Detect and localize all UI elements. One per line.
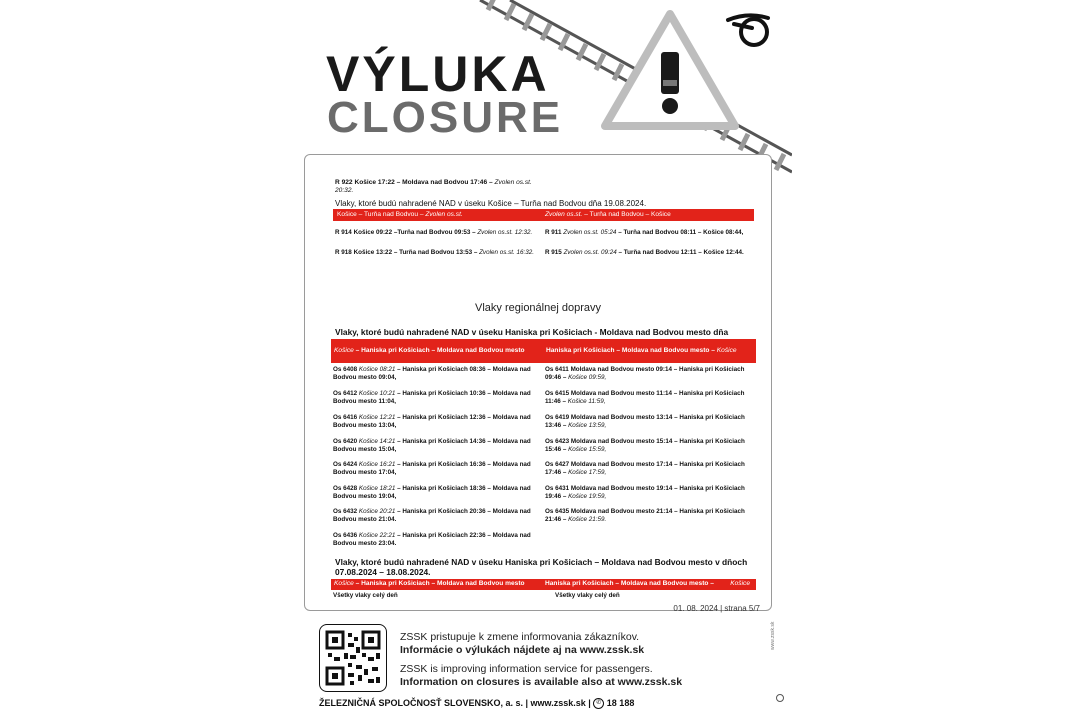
list-item: Os 6419 Moldava nad Bodvou mesto 13:14 – Haniska pri Košiciach 13:46 – Košice 13:59,	[545, 414, 745, 429]
timetable-card	[304, 154, 772, 611]
regional-2-right-col-header: Haniska pri Košiciach – Moldava nad Bodvou mesto – Košice	[545, 580, 750, 587]
regional-2-header-bar	[331, 579, 756, 590]
footer-line-3: ZSSK is improving information service for passengers.	[400, 663, 653, 675]
list-item: Os 6412 Košice 10:21 – Haniska pri Košiciach 10:36 – Moldava nad Bodvou mesto 11:04,	[333, 390, 531, 405]
page-info: 01. 08. 2024 | strana 5/7	[673, 604, 760, 613]
list-item: R 914 Košice 09:22 –Turňa nad Bodvou 09:53 – Zvolen os.st. 12:32.	[335, 229, 533, 236]
list-item: Os 6423 Moldava nad Bodvou mesto 15:14 – Haniska pri Košiciach 15:46 – Košice 15:59,	[545, 438, 745, 453]
qr-code-icon	[319, 624, 387, 692]
intercity-left-col-header: Košice – Turňa nad Bodvou – Zvolen os.st.	[337, 211, 463, 218]
list-item: R 918 Košice 13:22 – Turňa nad Bodvou 13:53 – Zvolen os.st. 16:32.	[335, 249, 535, 256]
gear-icon	[776, 694, 784, 702]
footer-line-2: Informácie o výlukách nájdete aj na www.zssk.sk	[400, 644, 645, 656]
regional-2-right-note: Všetky vlaky celý deň	[555, 592, 620, 599]
footer-line-1: ZSSK pristupuje k zmene informovania zákazníkov.	[400, 631, 640, 643]
regional-1-right-col-header: Haniska pri Košiciach – Moldava nad Bodvou mesto – Košice	[546, 347, 737, 354]
list-item: Os 6416 Košice 12:21 – Haniska pri Košiciach 12:36 – Moldava nad Bodvou mesto 13:04,	[333, 414, 531, 429]
list-item: Os 6428 Košice 18:21 – Haniska pri Košiciach 18:36 – Moldava nad Bodvou mesto 19:04,	[333, 485, 531, 500]
title-slovak: VÝLUKA	[326, 46, 550, 102]
warning-sign-icon	[605, 14, 735, 126]
footer-line-4: Information on closures is available also at www.zssk.sk	[400, 676, 683, 688]
intercity-header-bar	[333, 209, 754, 221]
list-item: Os 6420 Košice 14:21 – Haniska pri Košiciach 14:36 – Moldava nad Bodvou mesto 15:04,	[333, 438, 531, 453]
list-item: Os 6435 Moldava nad Bodvou mesto 21:14 – Haniska pri Košiciach 21:46 – Košice 21:59.	[545, 508, 745, 523]
list-item: Os 6415 Moldava nad Bodvou mesto 11:14 – Haniska pri Košiciach 11:46 – Košice 11:59,	[545, 390, 745, 405]
regional-section-2-heading: Vlaky, ktoré budú nahradené NAD v úseku Haniska pri Košiciach – Moldava nad Bodvou mesto v dňoch 07.08.2024 – 18.08.2024.	[335, 557, 748, 577]
regional-1-left-col-header: Košice – Haniska pri Košiciach – Moldava nad Bodvou mesto	[334, 347, 525, 354]
list-item: Os 6427 Moldava nad Bodvou mesto 17:14 – Haniska pri Košiciach 17:46 – Košice 17:59,	[545, 461, 745, 476]
list-item: Os 6411 Moldava nad Bodvou mesto 09:14 – Haniska pri Košiciach 09:46 – Košice 09:59,	[545, 366, 745, 381]
side-credit: www.zssk.sk	[770, 621, 776, 650]
regional-section-1-heading: Vlaky, ktoré budú nahradené NAD v úseku Haniska pri Košiciach - Moldava nad Bodvou mesto dňa	[335, 327, 729, 337]
top-entry: R 922 Košice 17:22 – Moldava nad Bodvou 17:46 – Zvolen os.st. 20:32.	[335, 179, 532, 194]
list-item: R 911 Zvolen os.st. 05:24 – Turňa nad Bodvou 08:11 – Košice 08:44,	[545, 229, 744, 236]
intercity-heading: Vlaky, ktoré budú nahradené NAD v úseku Košice – Turňa nad Bodvou dňa 19.08.2024.	[335, 199, 647, 208]
list-item: R 915 Zvolen os.st. 09:24 – Turňa nad Bodvou 12:11 – Košice 12:44.	[545, 249, 744, 256]
list-item: Os 6424 Košice 16:21 – Haniska pri Košiciach 16:36 – Moldava nad Bodvou mesto 17:04,	[333, 461, 531, 476]
intercity-right-col-header: Zvolen os.st. – Turňa nad Bodvou – Košice	[545, 211, 671, 218]
phone-icon: ✆	[593, 698, 604, 709]
regional-2-left-col-header: Košice – Haniska pri Košiciach – Moldava nad Bodvou mesto	[334, 580, 525, 587]
company-line: ŽELEZNIČNÁ SPOLOČNOSŤ SLOVENSKO, a. s. | www.zssk.sk | ✆ 18 188	[319, 698, 635, 708]
list-item: Os 6436 Košice 22:21 – Haniska pri Košiciach 22:36 – Moldava nad Bodvou mesto 23:04.	[333, 532, 531, 547]
list-item: Os 6432 Košice 20:21 – Haniska pri Košiciach 20:36 – Moldava nad Bodvou mesto 21:04.	[333, 508, 531, 523]
regional-title: Vlaky regionálnej dopravy	[475, 302, 601, 314]
title-english: CLOSURE	[327, 93, 564, 142]
list-item: Os 6408 Košice 08:21 – Haniska pri Košiciach 08:36 – Moldava nad Bodvou mesto 09:04,	[333, 366, 531, 381]
list-item: Os 6431 Moldava nad Bodvou mesto 19:14 – Haniska pri Košiciach 19:46 – Košice 19:59,	[545, 485, 745, 500]
zssk-logo-icon	[724, 10, 774, 48]
regional-2-left-note: Všetky vlaky celý deň	[333, 592, 398, 599]
regional-1-header-bar	[331, 339, 756, 363]
